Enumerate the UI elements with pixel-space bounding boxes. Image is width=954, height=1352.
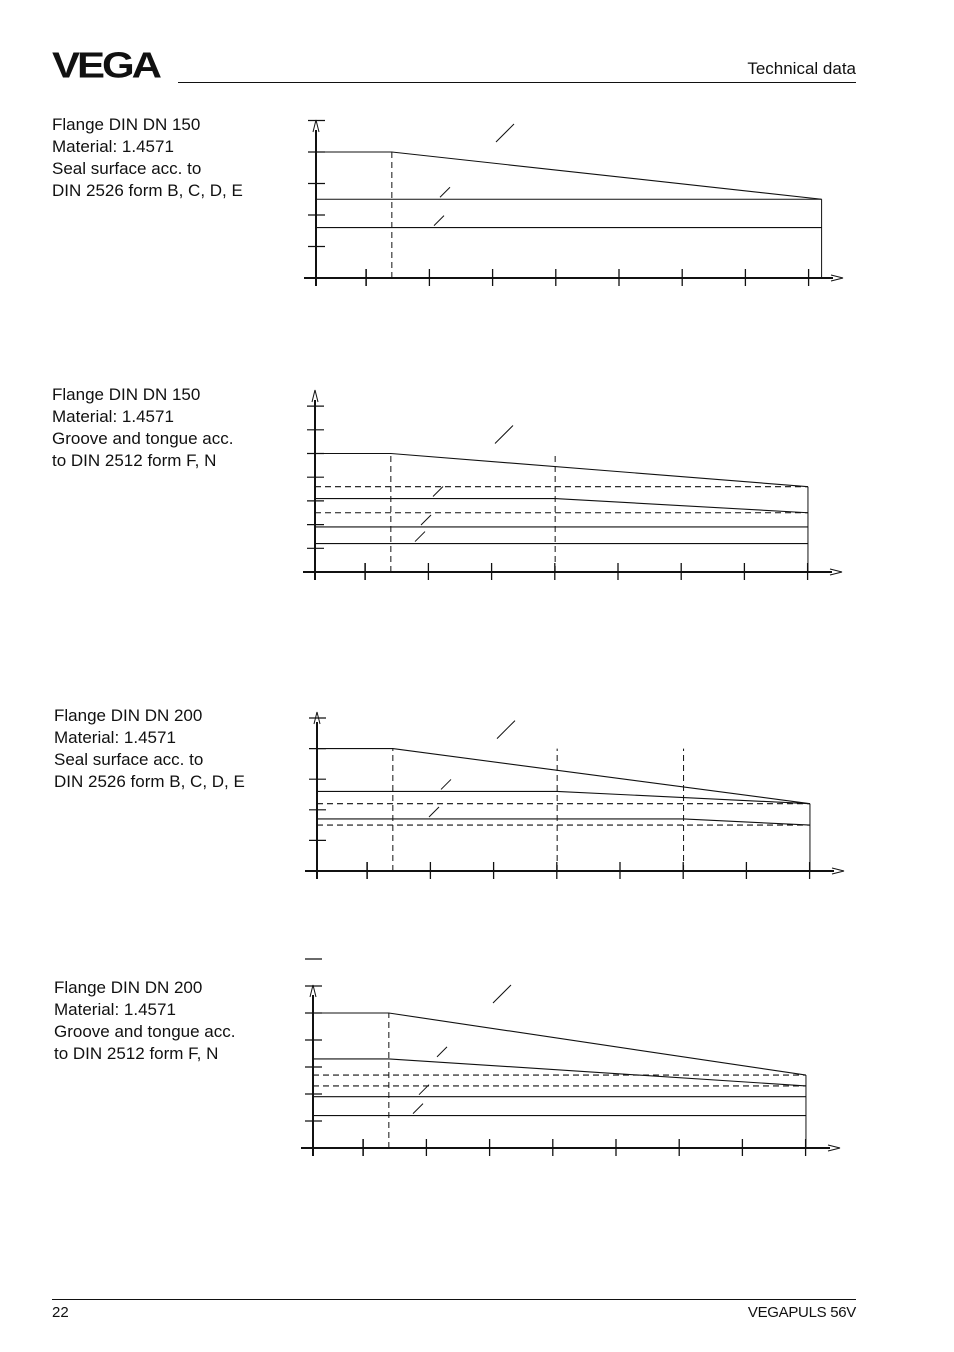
caption-line: Flange DIN DN 200 [54,706,203,725]
curve-label-leader [434,216,444,226]
vega-logo [52,50,172,86]
series-line [315,499,808,513]
caption-line: DIN 2526 form B, C, D, E [54,772,245,791]
caption-line: Material: 1.4571 [54,1000,176,1019]
pressure-temperature-chart-2 [0,380,954,590]
caption-line: Groove and tongue acc. [54,1022,236,1041]
caption-line: Seal surface acc. to [54,750,204,769]
series-line [313,1013,806,1075]
caption-line: Seal surface acc. to [52,159,202,178]
caption-line: Material: 1.4571 [52,407,174,426]
curve-label-leader [497,721,515,739]
footer-divider [52,1299,856,1300]
series-line [315,454,808,487]
curve-label-leader [437,1047,447,1057]
curve-label-leader [441,779,451,789]
caption-line: to DIN 2512 form F, N [54,1044,219,1063]
caption-line: Material: 1.4571 [52,137,174,156]
series-line [317,791,810,803]
series-line [313,1059,806,1086]
curve-label-leader [495,426,513,444]
caption-line: Flange DIN DN 200 [54,978,203,997]
caption-line: Groove and tongue acc. [52,429,234,448]
pressure-temperature-chart-1 [0,110,954,300]
pressure-temperature-chart-3 [0,700,954,890]
curve-label-leader [429,807,439,817]
curve-label-leader [415,532,425,542]
page-number: 22 [52,1304,69,1321]
curve-label-leader [413,1104,423,1114]
header-title: Technical data [747,59,856,78]
caption-line: Flange DIN DN 150 [52,115,201,134]
curve-label-leader [433,487,443,497]
curve-label-leader [496,124,514,142]
curve-label-leader [493,985,511,1003]
series-line [317,749,810,804]
caption-line: DIN 2526 form B, C, D, E [52,181,243,200]
series-line [317,819,810,825]
caption-line: Material: 1.4571 [54,728,176,747]
header-divider [178,82,856,83]
pressure-temperature-chart-4 [0,975,954,1165]
curve-label-leader [421,515,431,525]
vega-logo-text: VEGA [52,50,159,86]
document-name: VEGAPULS 56V [747,1304,856,1321]
curve-label-leader [440,187,450,197]
caption-line: Flange DIN DN 150 [52,385,201,404]
caption-line: to DIN 2512 form F, N [52,451,217,470]
